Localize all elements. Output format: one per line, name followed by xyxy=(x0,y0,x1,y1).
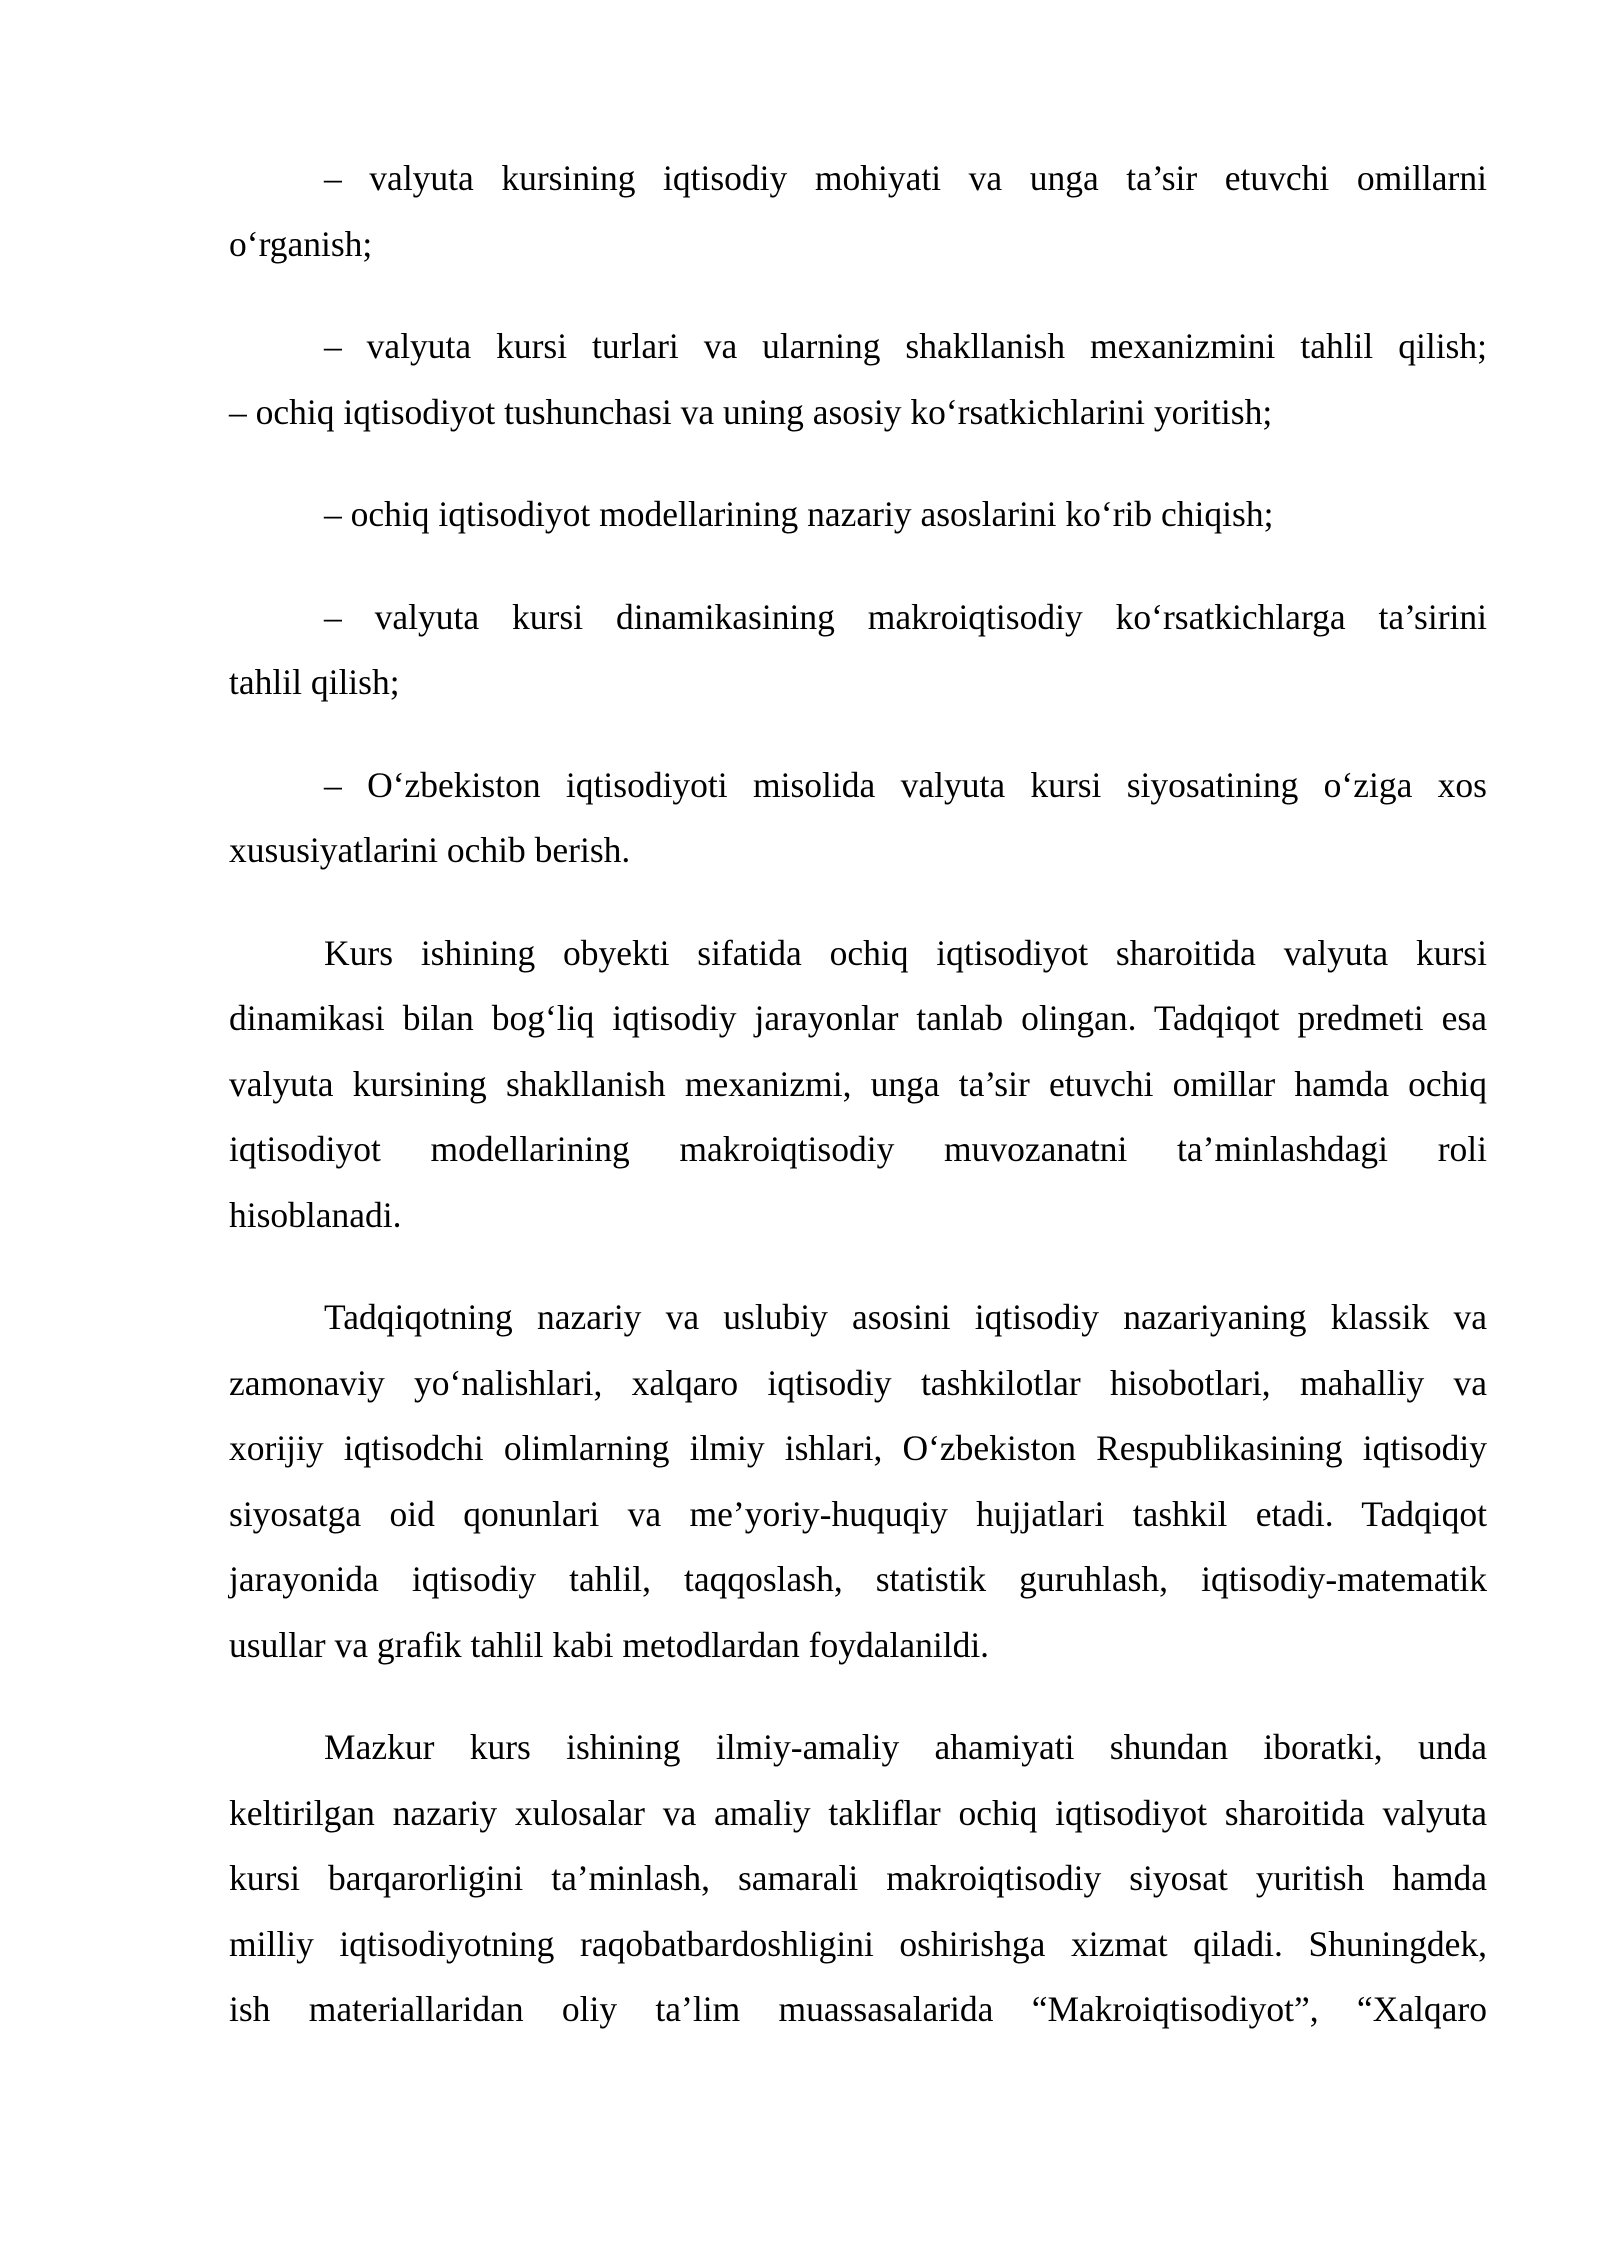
paragraph-line: Tadqiqotning nazariy va uslubiy asosini iqtisodiy nazariyaning klassik va xyxy=(324,1297,1487,1337)
paragraph-line: – valyuta kursi turlari va ularning shakllanish mexanizmini tahlil qilish; xyxy=(324,326,1487,366)
paragraph-line: ish materiallaridan oliy ta’lim muassasalarida “Makroiqtisodiyot”, “Xalqaro xyxy=(229,1989,1487,2029)
paragraph-line: – ochiq iqtisodiyot tushunchasi va uning asosiy ko‘rsatkichlarini yoritish; xyxy=(229,391,1273,432)
paragraph-line: tahlil qilish; xyxy=(229,662,400,702)
paragraph xyxy=(229,585,1487,716)
paragraph xyxy=(229,1715,1487,2043)
paragraph-line: hisoblanadi. xyxy=(229,1194,402,1235)
paragraph-line: valyuta kursining shakllanish mexanizmi, unga ta’sir etuvchi omillar hamda ochiq xyxy=(229,1063,1487,1104)
paragraph xyxy=(229,921,1487,1249)
paragraph xyxy=(229,314,1487,445)
paragraph-line: – valyuta kursi dinamikasining makroiqtisodiy ko‘rsatkichlarga ta’sirini xyxy=(324,596,1487,637)
paragraph-line: xususiyatlarini ochib berish. xyxy=(229,830,631,870)
paragraph-line: keltirilgan nazariy xulosalar va amaliy takliflar ochiq iqtisodiyot sharoitida valyuta xyxy=(229,1792,1487,1833)
paragraph-line: – valyuta kursining iqtisodiy mohiyati va unga ta’sir etuvchi omillarni xyxy=(324,158,1487,198)
paragraph-line: – O‘zbekiston iqtisodiyoti misolida valyuta kursi siyosatining o‘ziga xos xyxy=(324,764,1487,805)
paragraph-line: jarayonida iqtisodiy tahlil, taqqoslash, statistik guruhlash, iqtisodiy-matematik xyxy=(229,1559,1487,1599)
paragraph-line: Mazkur kurs ishining ilmiy-amaliy ahamiyati shundan iboratki, unda xyxy=(324,1727,1487,1767)
paragraph-line: dinamikasi bilan bog‘liq iqtisodiy jarayonlar tanlab olingan. Tadqiqot predmeti esa xyxy=(229,998,1487,1038)
paragraph xyxy=(229,1285,1487,1678)
paragraph-line: kursi barqarorligini ta’minlash, samarali makroiqtisodiy siyosat yuritish hamda xyxy=(229,1858,1487,1898)
paragraph-line: o‘rganish; xyxy=(229,223,373,264)
paragraph xyxy=(229,146,1487,277)
paragraph-line: milliy iqtisodiyotning raqobatbardoshligini oshirishga xizmat qiladi. Shuningdek, xyxy=(229,1923,1487,1964)
paragraph-line: iqtisodiyot modellarining makroiqtisodiy muvozanatni ta’minlashdagi roli xyxy=(229,1129,1487,1169)
paragraph-line: – ochiq iqtisodiyot modellarining nazariy asoslarini ko‘rib chiqish; xyxy=(324,494,1274,534)
paragraph-line: usullar va grafik tahlil kabi metodlardan foydalanildi. xyxy=(229,1624,990,1665)
paragraph-line: Kurs ishining obyekti sifatida ochiq iqtisodiyot sharoitida valyuta kursi xyxy=(324,932,1487,973)
paragraph-line: siyosatga oid qonunlari va me’yoriy-huquqiy hujjatlari tashkil etadi. Tadqiqot xyxy=(229,1493,1487,1534)
paragraph xyxy=(229,482,1487,548)
paragraph-line: zamonaviy yo‘nalishlari, xalqaro iqtisodiy tashkilotlar hisobotlari, mahalliy va xyxy=(229,1362,1487,1403)
document-page xyxy=(229,146,1487,2080)
paragraph xyxy=(229,753,1487,884)
paragraph-line: xorijiy iqtisodchi olimlarning ilmiy ishlari, O‘zbekiston Respublikasining iqtisodiy xyxy=(229,1428,1487,1468)
